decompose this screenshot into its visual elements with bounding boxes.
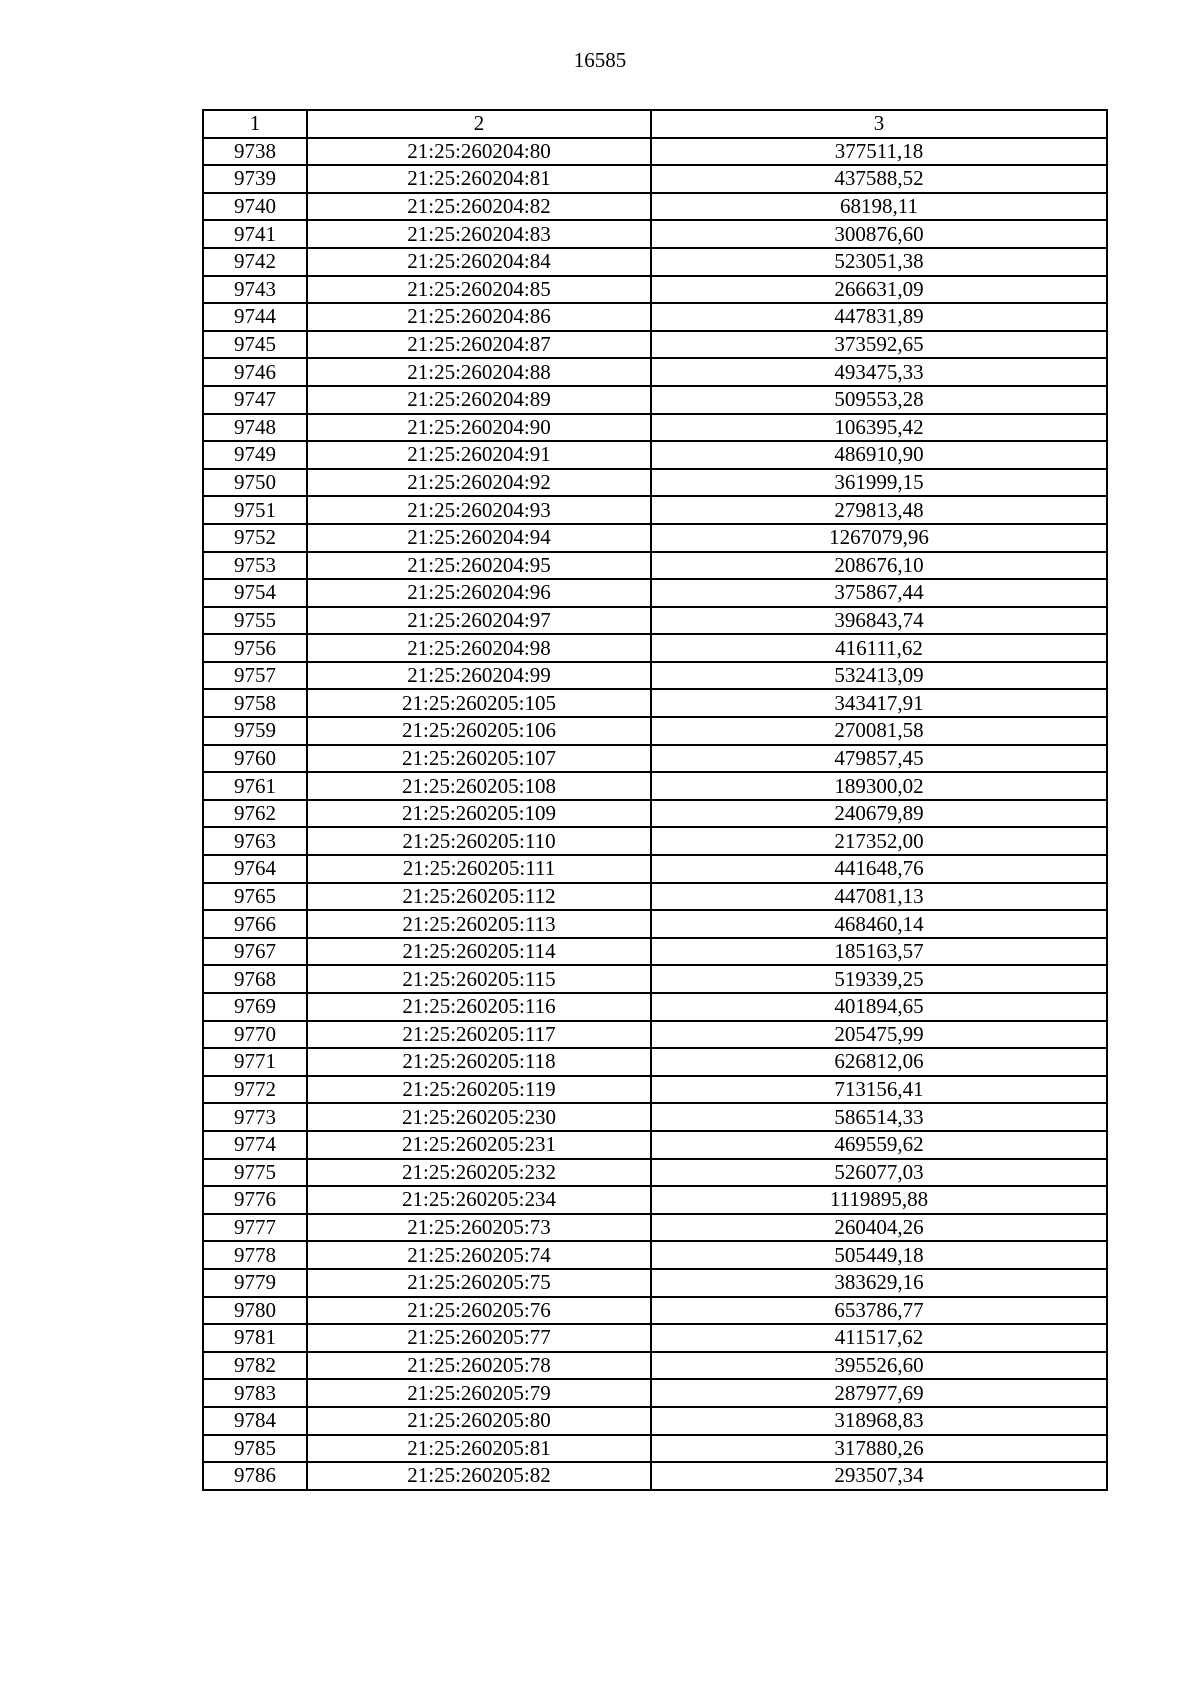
table-row [203,1159,1107,1187]
value-cell: 1267079,96 [651,524,1107,552]
table-row [203,910,1107,938]
table-row [203,1021,1107,1049]
cadastral-number-cell: 21:25:260205:234 [307,1186,651,1214]
cadastral-number-cell: 21:25:260205:112 [307,883,651,911]
row-number-cell: 9765 [203,883,307,911]
table-row [203,883,1107,911]
value-cell: 395526,60 [651,1352,1107,1380]
value-cell: 361999,15 [651,469,1107,497]
table-row [203,496,1107,524]
row-number-cell: 9752 [203,524,307,552]
row-number-cell: 9772 [203,1076,307,1104]
row-number-cell: 9753 [203,552,307,580]
row-number-cell: 9777 [203,1214,307,1242]
table-row [203,634,1107,662]
value-cell: 260404,26 [651,1214,1107,1242]
table-row [203,1407,1107,1435]
table-row [203,938,1107,966]
table-row [203,717,1107,745]
table-row [203,1297,1107,1325]
cadastral-number-cell: 21:25:260205:106 [307,717,651,745]
row-number-cell: 9785 [203,1435,307,1463]
row-number-cell: 9757 [203,662,307,690]
value-cell: 411517,62 [651,1324,1107,1352]
value-cell: 287977,69 [651,1379,1107,1407]
value-cell: 416111,62 [651,634,1107,662]
value-cell: 523051,38 [651,248,1107,276]
value-cell: 447831,89 [651,303,1107,331]
value-cell: 519339,25 [651,965,1107,993]
row-number-cell: 9773 [203,1103,307,1131]
cadastral-number-cell: 21:25:260204:88 [307,358,651,386]
cadastral-number-cell: 21:25:260205:115 [307,965,651,993]
value-cell: 1119895,88 [651,1186,1107,1214]
row-number-cell: 9776 [203,1186,307,1214]
cadastral-number-cell: 21:25:260204:85 [307,276,651,304]
row-number-cell: 9784 [203,1407,307,1435]
table-row [203,441,1107,469]
value-cell: 377511,18 [651,138,1107,166]
table-row [203,358,1107,386]
table-row [203,138,1107,166]
table-row [203,1131,1107,1159]
table-row [203,1462,1107,1490]
row-number-cell: 9742 [203,248,307,276]
cadastral-number-cell: 21:25:260205:118 [307,1048,651,1076]
value-cell: 493475,33 [651,358,1107,386]
cadastral-number-cell: 21:25:260205:107 [307,745,651,773]
cadastral-number-cell: 21:25:260204:86 [307,303,651,331]
table-row [203,965,1107,993]
table-row [203,220,1107,248]
row-number-cell: 9782 [203,1352,307,1380]
cadastral-number-cell: 21:25:260205:230 [307,1103,651,1131]
page-number: 16585 [573,48,627,72]
table-row [203,579,1107,607]
row-number-cell: 9747 [203,386,307,414]
cadastral-number-cell: 21:25:260204:93 [307,496,651,524]
cadastral-number-cell: 21:25:260204:90 [307,414,651,442]
table-row [203,1352,1107,1380]
row-number-cell: 9746 [203,358,307,386]
row-number-cell: 9740 [203,193,307,221]
row-number-cell: 9759 [203,717,307,745]
table-row [203,524,1107,552]
table-row [203,303,1107,331]
row-number-cell: 9763 [203,827,307,855]
cadastral-number-cell: 21:25:260205:105 [307,689,651,717]
cadastral-number-cell: 21:25:260204:94 [307,524,651,552]
row-number-cell: 9770 [203,1021,307,1049]
row-number-cell: 9769 [203,993,307,1021]
row-number-cell: 9764 [203,855,307,883]
table-header [203,110,1107,138]
table-row [203,414,1107,442]
row-number-cell: 9749 [203,441,307,469]
table-row [203,827,1107,855]
cadastral-number-cell: 21:25:260205:74 [307,1241,651,1269]
value-cell: 293507,34 [651,1462,1107,1490]
value-cell: 189300,02 [651,772,1107,800]
row-number-cell: 9754 [203,579,307,607]
cadastral-number-cell: 21:25:260205:109 [307,800,651,828]
value-cell: 486910,90 [651,441,1107,469]
row-number-cell: 9781 [203,1324,307,1352]
data-table [202,109,1108,1491]
row-number-cell: 9743 [203,276,307,304]
table-row [203,1048,1107,1076]
table-row [203,276,1107,304]
table-row [203,331,1107,359]
table-row [203,386,1107,414]
table-row [203,1103,1107,1131]
table-row [203,855,1107,883]
cadastral-number-cell: 21:25:260205:76 [307,1297,651,1325]
value-cell: 68198,11 [651,193,1107,221]
table-row [203,1076,1107,1104]
cadastral-number-cell: 21:25:260204:97 [307,607,651,635]
value-cell: 713156,41 [651,1076,1107,1104]
value-cell: 266631,09 [651,276,1107,304]
value-cell: 375867,44 [651,579,1107,607]
table-row [203,689,1107,717]
cadastral-number-cell: 21:25:260205:113 [307,910,651,938]
row-number-cell: 9774 [203,1131,307,1159]
value-cell: 396843,74 [651,607,1107,635]
column-header-2: 2 [307,110,651,138]
row-number-cell: 9751 [203,496,307,524]
cadastral-number-cell: 21:25:260204:87 [307,331,651,359]
cadastral-number-cell: 21:25:260205:77 [307,1324,651,1352]
table-row [203,662,1107,690]
table-row [203,1324,1107,1352]
table-row [203,552,1107,580]
value-cell: 437588,52 [651,165,1107,193]
cadastral-number-cell: 21:25:260205:116 [307,993,651,1021]
row-number-cell: 9766 [203,910,307,938]
table-body [203,138,1107,1490]
table-row [203,1214,1107,1242]
row-number-cell: 9750 [203,469,307,497]
table-row [203,607,1107,635]
row-number-cell: 9775 [203,1159,307,1187]
value-cell: 208676,10 [651,552,1107,580]
value-cell: 317880,26 [651,1435,1107,1463]
cadastral-number-cell: 21:25:260205:75 [307,1269,651,1297]
cadastral-number-cell: 21:25:260204:81 [307,165,651,193]
value-cell: 185163,57 [651,938,1107,966]
row-number-cell: 9768 [203,965,307,993]
row-number-cell: 9786 [203,1462,307,1490]
cadastral-number-cell: 21:25:260204:99 [307,662,651,690]
row-number-cell: 9760 [203,745,307,773]
table-row [203,248,1107,276]
row-number-cell: 9741 [203,220,307,248]
table-row [203,1186,1107,1214]
value-cell: 469559,62 [651,1131,1107,1159]
cadastral-number-cell: 21:25:260204:89 [307,386,651,414]
cadastral-number-cell: 21:25:260204:84 [307,248,651,276]
column-header-1: 1 [203,110,307,138]
value-cell: 383629,16 [651,1269,1107,1297]
cadastral-number-cell: 21:25:260205:108 [307,772,651,800]
value-cell: 447081,13 [651,883,1107,911]
table-row [203,1379,1107,1407]
table-row [203,745,1107,773]
value-cell: 279813,48 [651,496,1107,524]
value-cell: 205475,99 [651,1021,1107,1049]
cadastral-number-cell: 21:25:260204:95 [307,552,651,580]
value-cell: 653786,77 [651,1297,1107,1325]
value-cell: 343417,91 [651,689,1107,717]
value-cell: 106395,42 [651,414,1107,442]
value-cell: 300876,60 [651,220,1107,248]
row-number-cell: 9761 [203,772,307,800]
table-row [203,1269,1107,1297]
value-cell: 270081,58 [651,717,1107,745]
cadastral-number-cell: 21:25:260205:79 [307,1379,651,1407]
value-cell: 468460,14 [651,910,1107,938]
cadastral-number-cell: 21:25:260204:82 [307,193,651,221]
table-row [203,772,1107,800]
row-number-cell: 9783 [203,1379,307,1407]
cadastral-number-cell: 21:25:260205:73 [307,1214,651,1242]
cadastral-number-cell: 21:25:260205:82 [307,1462,651,1490]
row-number-cell: 9745 [203,331,307,359]
table-row [203,193,1107,221]
value-cell: 526077,03 [651,1159,1107,1187]
cadastral-number-cell: 21:25:260205:119 [307,1076,651,1104]
row-number-cell: 9762 [203,800,307,828]
cadastral-number-cell: 21:25:260204:80 [307,138,651,166]
cadastral-number-cell: 21:25:260205:117 [307,1021,651,1049]
row-number-cell: 9738 [203,138,307,166]
cadastral-number-cell: 21:25:260205:231 [307,1131,651,1159]
value-cell: 240679,89 [651,800,1107,828]
table-row [203,993,1107,1021]
row-number-cell: 9767 [203,938,307,966]
row-number-cell: 9744 [203,303,307,331]
row-number-cell: 9778 [203,1241,307,1269]
cadastral-number-cell: 21:25:260204:83 [307,220,651,248]
value-cell: 586514,33 [651,1103,1107,1131]
value-cell: 532413,09 [651,662,1107,690]
cadastral-number-cell: 21:25:260204:91 [307,441,651,469]
row-number-cell: 9771 [203,1048,307,1076]
row-number-cell: 9756 [203,634,307,662]
row-number-cell: 9780 [203,1297,307,1325]
cadastral-number-cell: 21:25:260204:96 [307,579,651,607]
cadastral-number-cell: 21:25:260205:114 [307,938,651,966]
value-cell: 441648,76 [651,855,1107,883]
cadastral-number-cell: 21:25:260205:110 [307,827,651,855]
value-cell: 626812,06 [651,1048,1107,1076]
row-number-cell: 9739 [203,165,307,193]
table-row [203,1241,1107,1269]
value-cell: 217352,00 [651,827,1107,855]
value-cell: 479857,45 [651,745,1107,773]
value-cell: 373592,65 [651,331,1107,359]
cadastral-number-cell: 21:25:260204:98 [307,634,651,662]
header-row [203,110,1107,138]
row-number-cell: 9758 [203,689,307,717]
cadastral-number-cell: 21:25:260205:232 [307,1159,651,1187]
table-row [203,469,1107,497]
cadastral-number-cell: 21:25:260205:80 [307,1407,651,1435]
cadastral-number-cell: 21:25:260205:111 [307,855,651,883]
row-number-cell: 9755 [203,607,307,635]
value-cell: 318968,83 [651,1407,1107,1435]
table-row [203,1435,1107,1463]
row-number-cell: 9779 [203,1269,307,1297]
cadastral-number-cell: 21:25:260205:81 [307,1435,651,1463]
cadastral-number-cell: 21:25:260205:78 [307,1352,651,1380]
value-cell: 509553,28 [651,386,1107,414]
row-number-cell: 9748 [203,414,307,442]
value-cell: 505449,18 [651,1241,1107,1269]
value-cell: 401894,65 [651,993,1107,1021]
column-header-3: 3 [651,110,1107,138]
cadastral-number-cell: 21:25:260204:92 [307,469,651,497]
table-row [203,165,1107,193]
table-row [203,800,1107,828]
